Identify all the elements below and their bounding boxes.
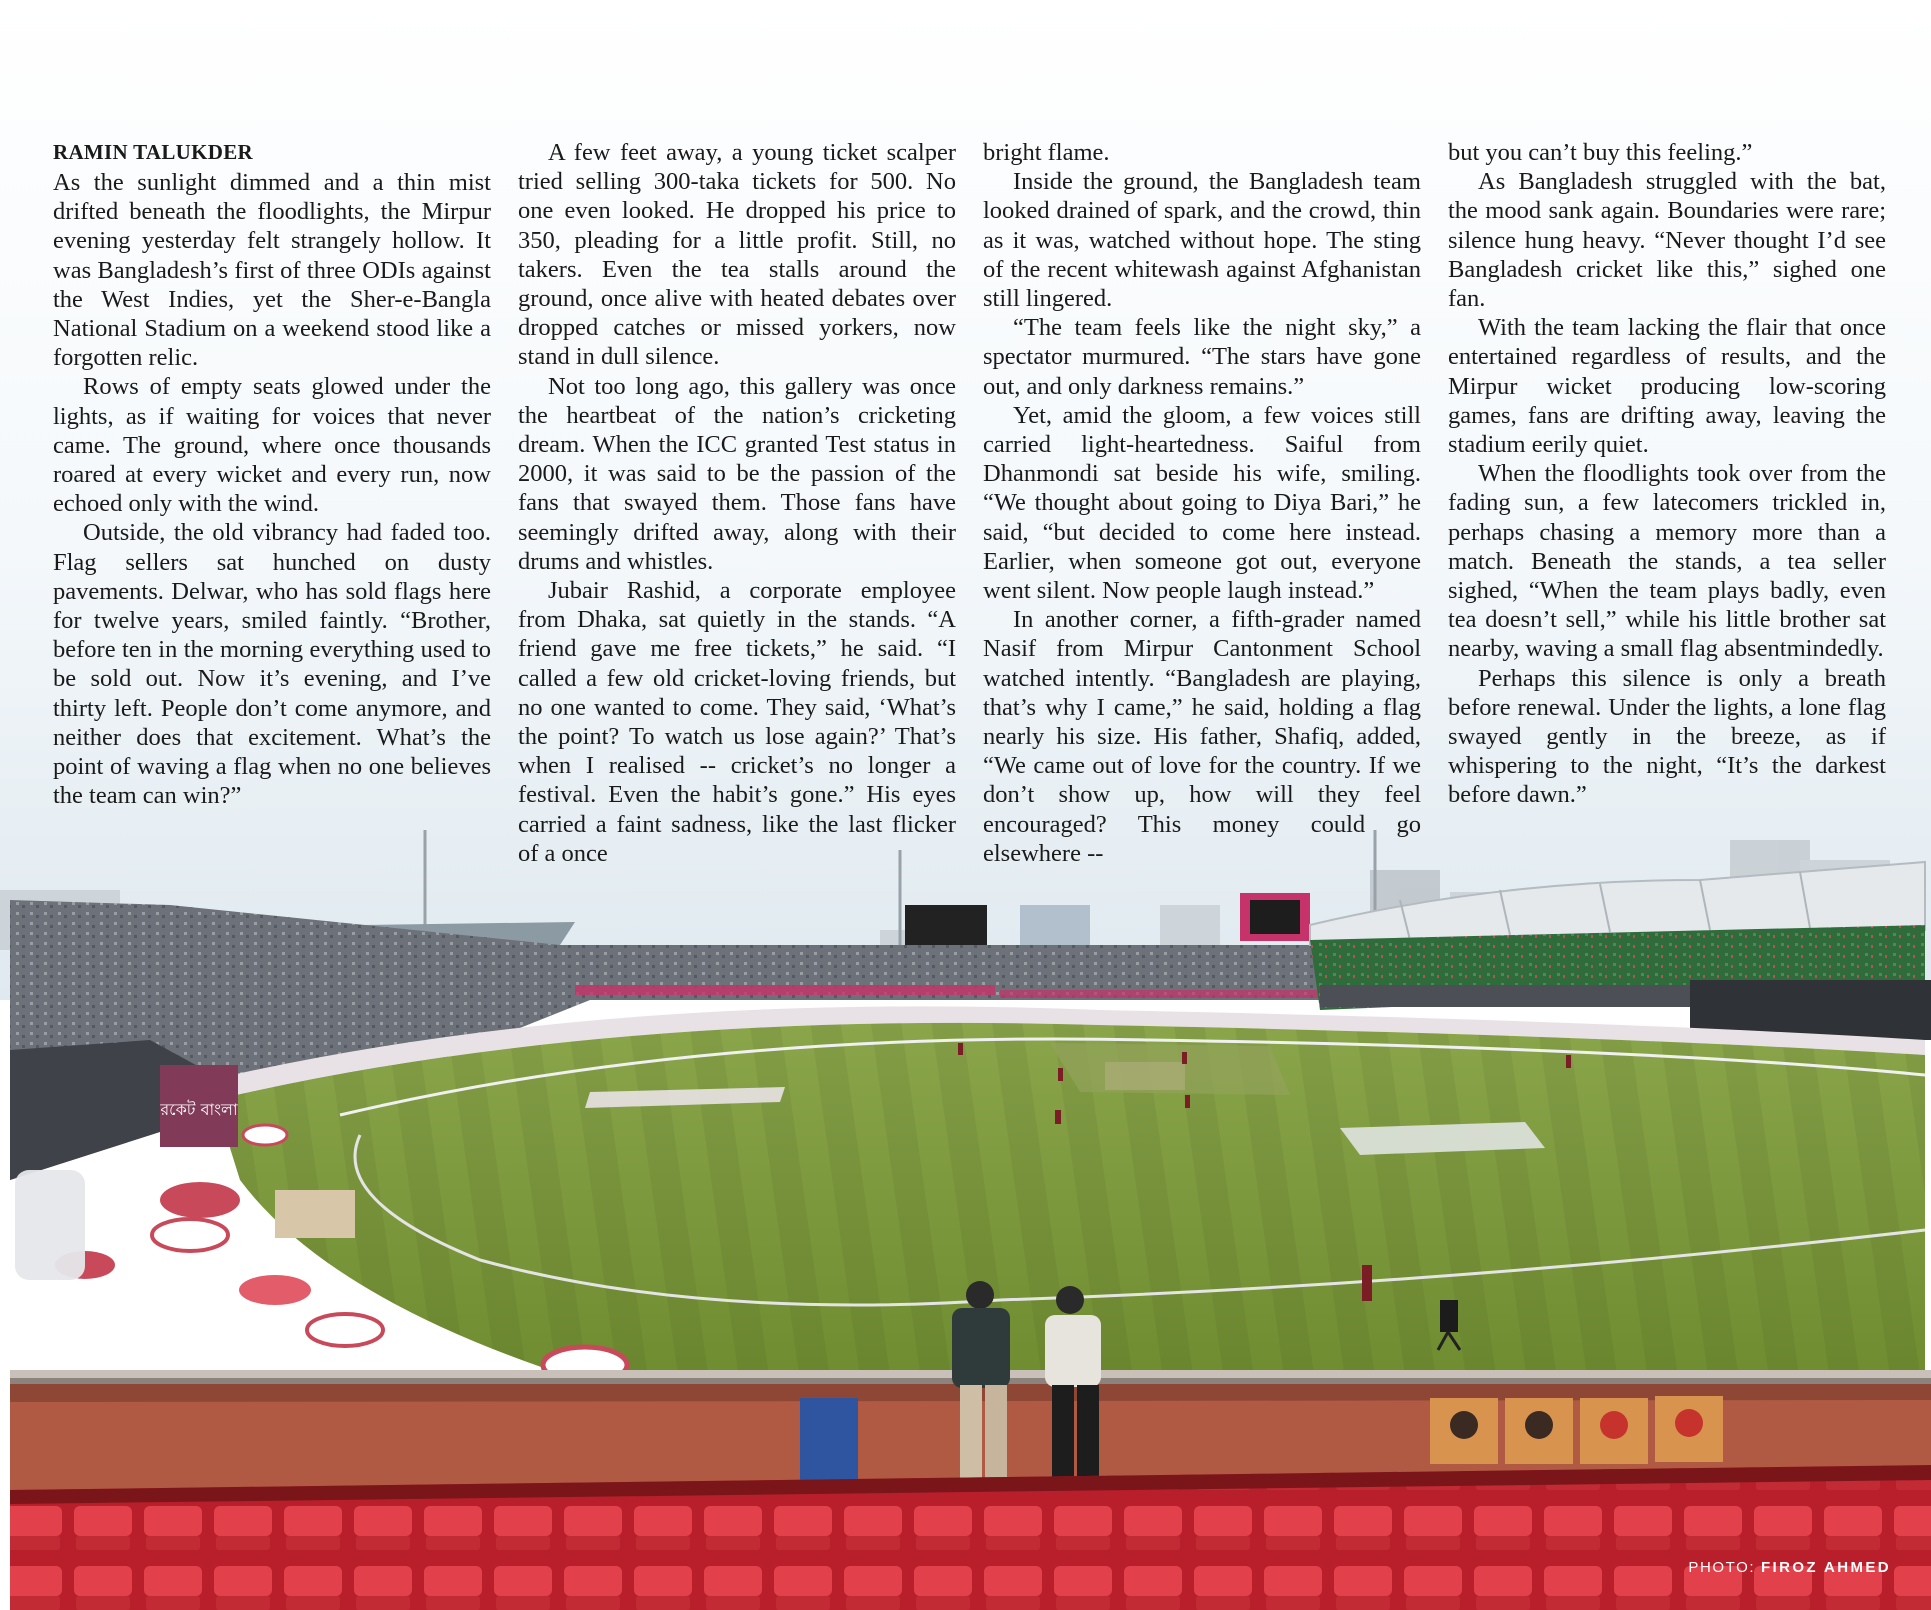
paragraph: As the sunlight dimmed and a thin mist drifted beneath the floodlights, the Mirpur evening yesterday felt strangely hollow. It was Bangladesh’s first of three ODIs against the West Indies, yet the Sher-e-Bangla National Stadium on a weekend stood like a forgotten relic. (53, 169, 491, 372)
paragraph: “The team feels like the night sky,” a spectator murmured. “The stars have gone out, and only darkness remains.” (983, 314, 1421, 400)
trash-bin (800, 1398, 858, 1488)
paragraph: As Bangladesh struggled with the bat, the mood sank again. Boundaries were rare; silence hung heavy. “Never thought I’d see Bangladesh cricket like this,” sighed one fan. (1448, 168, 1886, 313)
paragraph: Rows of empty seats glowed under the lights, as if waiting for voices that never came. The ground, where once thousands roared at every wicket and every run, now echoed only with the wind. (53, 373, 491, 518)
paragraph: but you can’t buy this feeling.” (1448, 139, 1753, 166)
paragraph: When the floodlights took over from the fading sun, a few latecomers trickled in, perhaps chasing a memory more than a match. Beneath the stands, a tea seller sighed, “When the team plays badly, even tea doesn’t sell,” while his little brother sat nearby, waving a small flag absentmindedly. (1448, 460, 1886, 663)
paragraph: Inside the ground, the Bangladesh team looked drained of spark, and the crowd, thin as it was, watched without hope. The sting of the recent whitewash against Afghanistan still lingered. (983, 168, 1421, 313)
article-body (53, 138, 1886, 867)
article-column-1 (53, 138, 491, 810)
paragraph: Perhaps this silence is only a breath before renewal. Under the lights, a lone flag swayed gently in the breeze, as if whispering to the night, “It’s the darkest before dawn.” (1448, 664, 1886, 809)
sponsor-board-text: রকেট বাংলা (160, 1100, 238, 1119)
paragraph: Outside, the old vibrancy had faded too. Flag sellers sat hunched on dusty pavements. Delwar, who has sold flags here for twelve years, smiled faintly. “Brother, before ten in the morning everything used to be sold out. Now it’s evening, and I’ve thirty left. People don’t come anymore, and neither does that excitement. What’s the point of waving a flag when no one believes the team can win?” (53, 519, 491, 810)
paragraph: In another corner, a fifth-grader named Nasif from Mirpur Cantonment School watched intently. “Bangladesh are playing, that’s why I came,” he said, holding a flag nearly his size. His father, Shafiq, added, “We came out of love for the country. If we don’t show up, how will they feel encouraged? This money could go elsewhere -- (983, 606, 1421, 867)
photo-credit-label: PHOTO: (1688, 1559, 1756, 1576)
photo-credit (1688, 1559, 1891, 1576)
scoreboard (905, 905, 987, 947)
byline: RAMIN TALUKDER (53, 140, 254, 164)
article-column-3 (983, 138, 1421, 868)
paragraph: Not too long ago, this gallery was once the heartbeat of the nation’s cricketing dream. When the ICC granted Test status in 2000, it was said to be the passion of the fans that swayed them. Those fans have seemingly drifted away, along with their drums and whistles. (518, 372, 956, 575)
paragraph: A few feet away, a young ticket scalper tried selling 300-taka tickets for 500. No one even looked. He dropped his price to 350, pleading for a little profit. Still, no takers. Even the tea stalls around the ground, once alive with heated debates over dropped catches or missed yorkers, now stand in dull silence. (518, 139, 956, 371)
article-column-2 (518, 138, 956, 868)
paragraph: With the team lacking the flair that once entertained regardless of results, and the Mirpur wicket producing low-scoring games, fans are drifting away, leaving the stadium eerily quiet. (1448, 314, 1886, 459)
paragraph: bright flame. (983, 139, 1110, 166)
paragraph: Yet, amid the gloom, a few voices still carried light-heartedness. Saiful from Dhanmondi sat beside his wife, smiling. “We thought about going to Diya Bari,” he said, “but decided to come here instead. Earlier, when someone got out, everyone went silent. Now people laugh instead.” (983, 401, 1421, 605)
paragraph: Jubair Rashid, a corporate employee from Dhaka, sat quietly in the stands. “A friend gave me free tickets,” he said. “I called a few old cricket-loving friends, but no one wanted to come. They said, ‘What’s the point? To watch us lose again?’ That’s when I realised -- cricket’s no longer a festival. Even the habit’s gone.” His eyes carried a faint sadness, like the last flicker of a once (518, 577, 956, 867)
photo-credit-name: FIROZ AHMED (1760, 1559, 1891, 1576)
article-column-4 (1448, 138, 1886, 810)
